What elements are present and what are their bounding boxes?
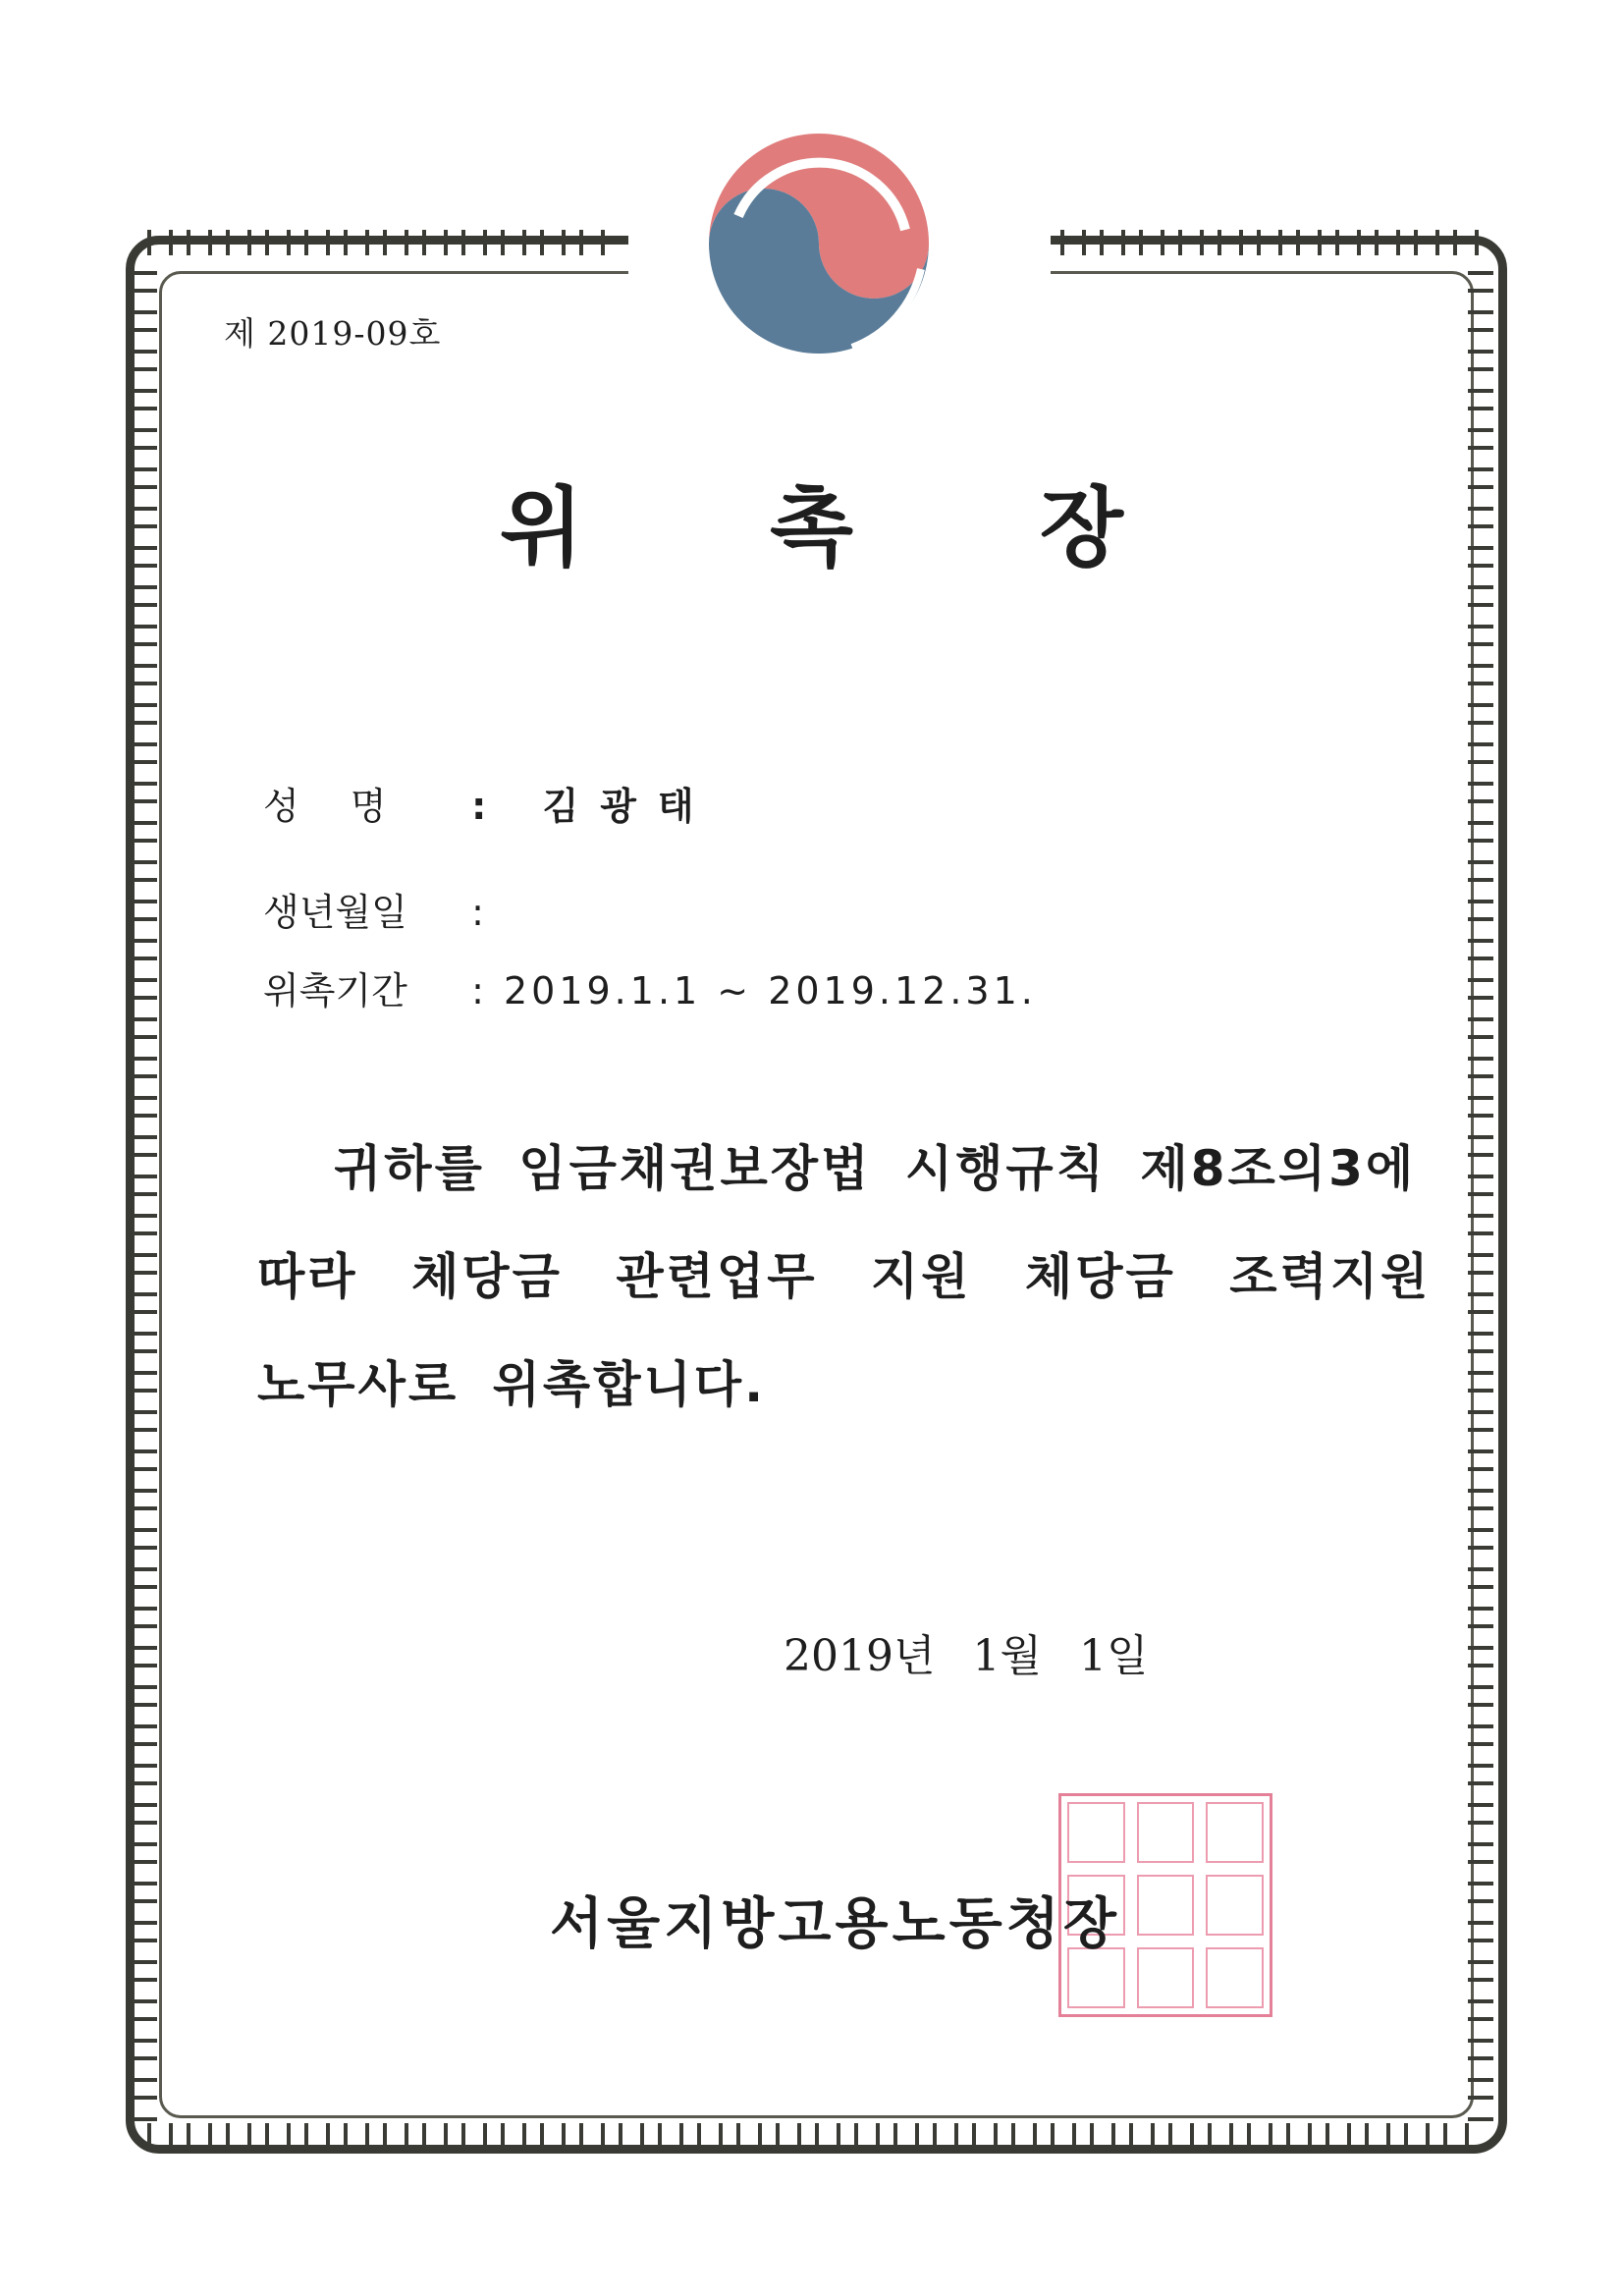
border-pattern-top-right (1021, 230, 1483, 255)
border-pattern-top-left (147, 230, 609, 255)
field-term (263, 960, 1037, 1014)
issue-date: 2019년 1월 1일 (784, 1631, 1149, 1681)
body-line-2: 따라 체당금 관련업무 지원 체당금 조력지원 (257, 1248, 1432, 1305)
name-value: : 김광태 (471, 785, 716, 828)
issuer-name: 서울지방고용노동청장 (550, 1892, 1120, 1956)
body-line-1: 귀하를 임금채권보장법 시행규칙 제8조의3에 (334, 1140, 1417, 1197)
taegeuk-emblem-icon (695, 122, 947, 367)
term-value: : 2019.1.1 ~ 2019.12.31. (471, 969, 1037, 1012)
document-number: 제 2019-09호 (224, 314, 442, 353)
name-label: 성명 (263, 785, 438, 828)
birthdate-value: : (471, 891, 488, 934)
body-line-3: 노무사로 위촉합니다. (257, 1356, 767, 1413)
certificate-title: 위촉장 (499, 476, 1311, 578)
term-label: 위촉기간 (263, 969, 407, 1012)
field-birthdate (263, 882, 488, 936)
birthdate-label: 생년월일 (263, 891, 407, 934)
border-pattern-bottom (147, 2123, 1483, 2149)
field-name (263, 776, 716, 830)
